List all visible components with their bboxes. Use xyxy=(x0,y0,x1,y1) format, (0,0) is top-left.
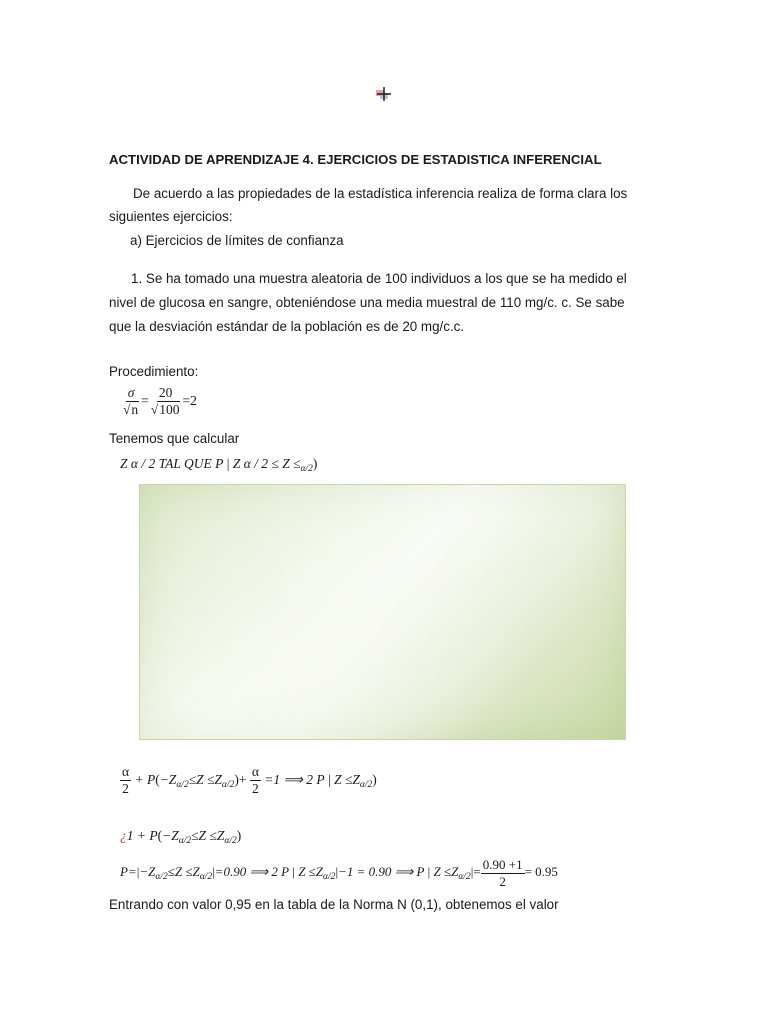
intro-line-2: siguientes ejercicios: xyxy=(109,209,233,224)
anchor-move-icon xyxy=(376,86,392,102)
fraction-20-over-sqrt-100: $\frac{20}{√100}$ xyxy=(150,385,180,418)
equation-one-plus-p: ¿$1 + P(-Z_{\alpha/2}\le Z \le Z_{\alpha/2})$ xyxy=(120,828,242,846)
fraction-sigma-over-sqrt-n: $\frac{\sigma}{√n}$ xyxy=(123,385,139,418)
normal-distribution-image-placeholder xyxy=(139,484,626,740)
equation-sum-probabilities: $\frac{\alpha}{2}$ + $P(-Z_{\alpha/2}\le Z \le Z_{\alpha/2})+$ $\frac{\alpha}{2}$ =1 ⟹ 2 P | $Z \le Z_{\alpha/2}$) xyxy=(122,764,377,797)
document-title: ACTIVIDAD DE APRENDIZAJE 4. EJERCICIOS DE ESTADISTICA INFERENCIAL xyxy=(109,152,602,167)
exercise-1-line-3: que la desviación estándar de la población es de 20 mg/c.c. xyxy=(109,319,465,334)
exercise-1-line-1: 1. Se ha tomado una muestra aleatoria de 100 individuos a los que se ha medido el xyxy=(131,271,627,286)
final-line: Entrando con valor 0,95 en la tabla de la Norma N (0,1), obtenemos el valor xyxy=(109,897,559,912)
intro-line-1: De acuerdo a las propiedades de la estadística inferencia realiza de forma clara los xyxy=(133,186,628,201)
equation-probability-095: $P=|-Z_{\alpha/2}\le Z \le Z_{\alpha/2}|=0.90$ ⟹ 2 P | $Z \le Z_{\alpha/2}|-1 = 0.90$ ⟹ P | $Z \le Z_{\alpha/2}|=$ $\frac{0.90 +1}{2}$ = 0.95 xyxy=(120,857,558,889)
need-to-calculate-label: Tenemos que calcular xyxy=(109,431,240,446)
equation-z-alpha-half: Z α / 2 TAL QUE P | Z $\alpha / 2 \le Z \le_{\alpha/2}$) xyxy=(120,456,318,474)
equation-standard-error: $\frac{\sigma}{√n}$ = $\frac{20}{√100}$ =2 xyxy=(123,385,197,418)
procedure-label: Procedimiento: xyxy=(109,364,199,379)
section-a-heading: a) Ejercicios de límites de confianza xyxy=(130,233,344,248)
exercise-1-line-2: nivel de glucosa en sangre, obteniéndose una media muestral de 110 mg/c. c. Se sabe xyxy=(109,295,625,310)
